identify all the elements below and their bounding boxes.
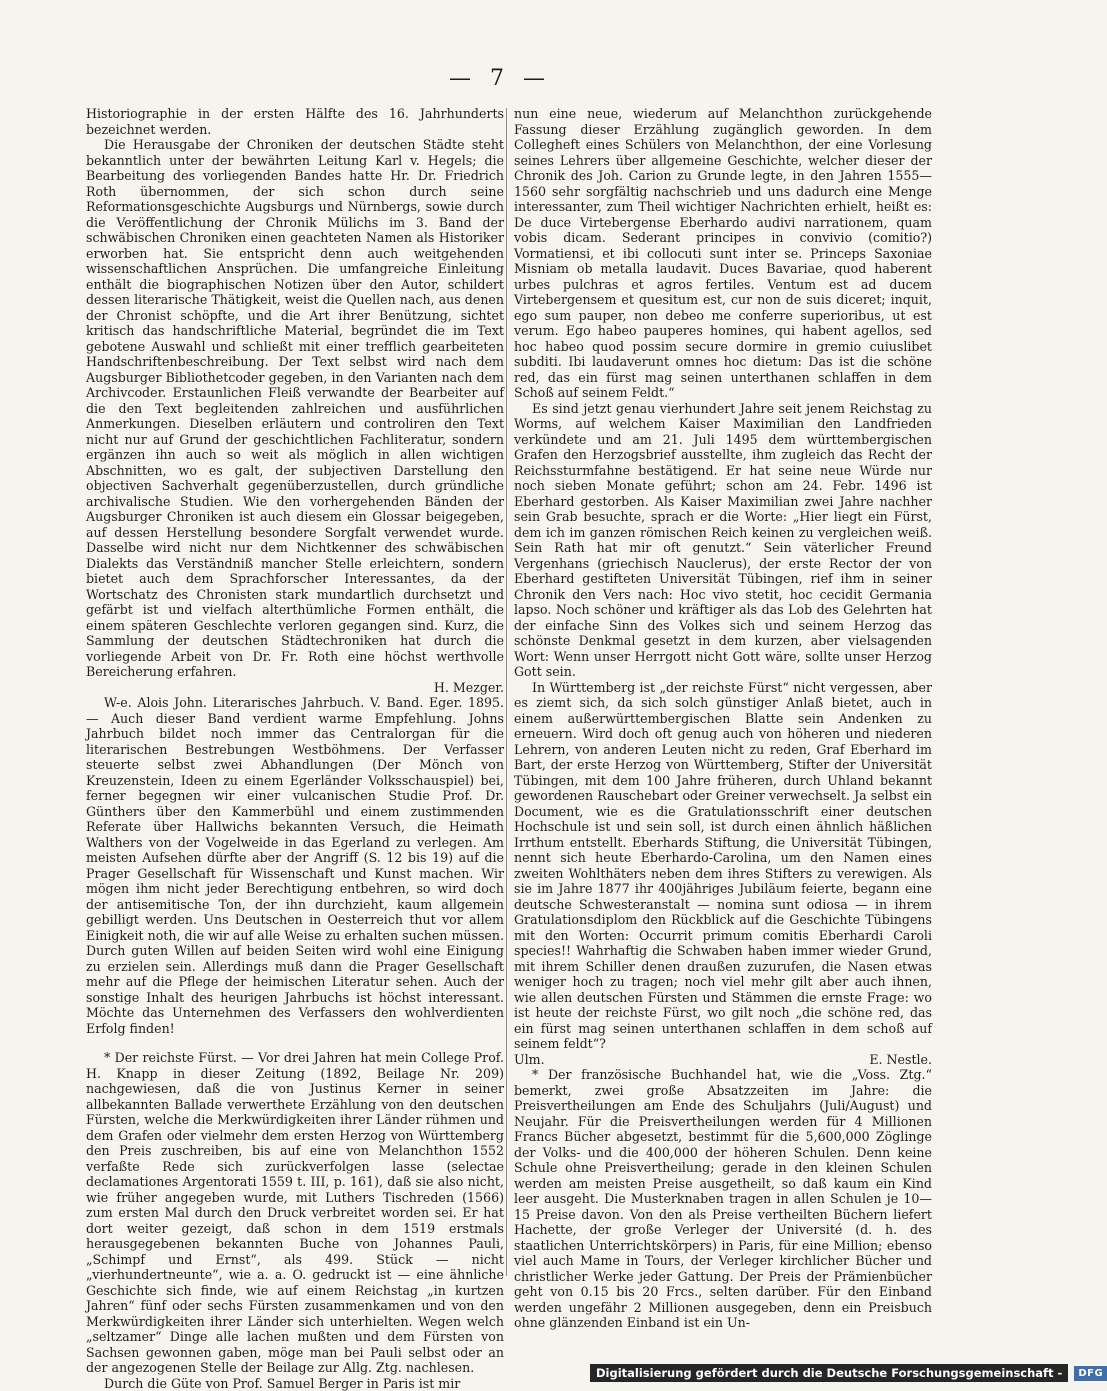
- signature: H. Mezger.: [86, 680, 504, 696]
- paragraph: Historiographie in der ersten Hälfte des 16. Jahrhunderts bezeichnet werden.: [86, 106, 504, 137]
- page-number: — 7 —: [0, 66, 1000, 91]
- column-divider: [506, 108, 507, 1276]
- place: Ulm.: [514, 1052, 545, 1068]
- signature: E. Nestle.: [869, 1052, 932, 1068]
- paragraph: W-e. Alois John. Literarisches Jahrbuch. V. Band. Eger. 1895. — Auch dieser Band verdient warme Empfehlung. Johns Jahrbuch bildet noch immer das Centralorgan für die literarischen Bestrebungen Westböhmens. Der Verfasser steuerte selbst zwei Abhandlungen (Der Mönch von Kreuzenstein, Ideen zu einem Egerländer Volksschauspiel) bei, ferner begegnen wir einer vulcanischen Studie Prof. Dr. Günthers über den Kammerbühl und einem zustimmenden Referate über Hallwichs bekannten Versuch, die Heimath Walthers von der Vogelweide in das Egerland zu verlegen. Am meisten Aufsehen dürfte aber der Angriff (S. 12 bis 19) auf die Prager Gesellschaft für Wissenschaft und Kunst machen. Wir mögen ihm nicht jeder Berechtigung entbehren, so wird doch der antisemitische Ton, der ihn durchzieht, kaum allgemein gebilligt werden. Uns Deutschen in Oesterreich thut vor allem Einigkeit noth, die wir auf alle Weise zu erhalten suchen müssen. Durch guten Willen auf beiden Seiten wird wohl eine Einigung zu erzielen sein. Allerdings muß dann die Prager Gesellschaft mehr auf die Pflege der heimischen Literatur sehen. Auch der sonstige Inhalt des heurigen Jahrbuchs ist höchst interessant. Möchte das Unternehmen des Verfassers den wohlverdienten Erfolg finden!: [86, 695, 504, 1036]
- paragraph: Es sind jetzt genau vierhundert Jahre seit jenem Reichstag zu Worms, auf welchem Kaiser Maximilian den Landfrieden verkündete und am 21. Juli 1495 dem württembergischen Grafen den Herzogsbrief ausstellte, ihm zugleich das Recht der Reichssturmfahne bestätigend. Er hat seine neue Würde nur noch sieben Monate geführt; schon am 24. Febr. 1496 ist Eberhard gestorben. Als Kaiser Maximilian zwei Jahre nachher sein Grab besuchte, sprach er die Worte: „Hier liegt ein Fürst, dem ich im ganzen römischen Reich keinen zu vergleichen weiß. Sein Rath hat mir oft genutzt.“ Sein väterlicher Freund Vergenhans (griechisch Nauclerus), der erste Rector der von Eberhard gestifteten Universität Tübingen, rief ihm in seiner Chronik den Vers nach: Hoc vivo stetit, hoc cecidit Germania lapso. Noch schöner und kräftiger als das Lob des Gelehrten hat der einfache Sinn des Volkes sich und seinem Herzog das schönste Denkmal gesetzt in dem kurzen, aber vielsagenden Wort: Wenn unser Herrgott nicht Gott wäre, sollte unser Herzog Gott sein.: [514, 401, 932, 680]
- paragraph: Die Herausgabe der Chroniken der deutschen Städte steht bekanntlich unter der bewährten Leitung Karl v. Hegels; die Bearbeitung des vorliegenden Bandes hatte Hr. Dr. Friedrich Roth übernommen, der sich schon durch seine Reformationsgeschichte Augsburgs und Nürnbergs, sowie durch die Veröffentlichung der Chronik Mülichs im 3. Band der schwäbischen Chroniken einen geachteten Namen als Historiker erworben hat. Sie entspricht denn auch weitgehenden wissenschaftlichen Ansprüchen. Die umfangreiche Einleitung enthält die biographischen Notizen über den Autor, schildert dessen literarische Thätigkeit, weist die Quellen nach, aus denen der Chronist schöpfte, und die Art ihrer Benützung, sichtet kritisch das handschriftliche Material, begründet die im Text gebotene Auswahl und schließt mit einer trefflich gearbeiteten Handschriftenbeschreibung. Der Text selbst wird nach dem Augsburger Bibliothetcoder gegeben, in den Varianten nach dem Archivcoder. Erstaunlichen Fleiß verwandte der Bearbeiter auf die den Text begleitenden zahlreichen und ausführlichen Anmerkungen. Dieselben erläutern und controliren den Text nicht nur auf Grund der geschichtlichen Fachliteratur, sondern ergänzen ihn auch so weit als möglich in allen wichtigen Abschnitten, wo es galt, der subjectiven Darstellung den objectiven Sachverhalt gegenüberzustellen, durch gründliche archivalische Studien. Wie den vorhergehenden Bänden der Augsburger Chroniken ist auch diesem ein Glossar beigegeben, auf dessen Herstellung besondere Sorgfalt verwendet wurde. Dasselbe wird nicht nur dem Nichtkenner des schwäbischen Dialekts das Verständniß mancher Stelle erleichtern, sondern bietet auch dem Sprachforscher Interessantes, da der Wortschatz des Chronisten stark mundartlich durchsetzt und gefärbt ist und vielfach alterthümliche Formen enthält, die einem späteren Geschlechte verloren gegangen sind. Kurz, die Sammlung der deutschen Städtechroniken hat durch die vorliegende Arbeit von Dr. Fr. Roth eine höchst werthvolle Bereicherung erfahren.: [86, 137, 504, 680]
- paragraph: nun eine neue, wiederum auf Melanchthon zurückgehende Fassung dieser Erzählung zugänglich geworden. In dem Collegheft eines Schülers von Melanchthon, der eine Vorlesung seines Lehrers über allgemeine Geschichte, welcher dieser der Chronik des Joh. Carion zu Grunde legte, in den Jahren 1555—1560 sehr sorgfältig nachschrieb und uns dadurch eine Menge interessanter, zum Theil wichtiger Nachrichten erhielt, heißt es: De duce Virtebergense Eberhardo audivi narrationem, quam vobis dicam. Sederant principes in convivio (comitio?) Vormatiensi, et ibi collocuti sunt inter se. Princeps Saxoniae Misniam ob metalla laudavit. Duces Bavariae, quod haberent urbes pulchras et agros fertiles. Ventum est ad ducem Virtebergensem et quesitum est, cur non de suis diceret; inquit, ego sum pauper, non debeo me conferre superioribus, ut est verum. Ego habeo pauperes homines, qui habent agellos, sed hoc habeo quod possim secure dormire in gremio cuiuslibet subditi. Ibi laudaverunt omnes hoc dietum: Das ist die schöne red, das ein fürst mag seinen unterthanen schlaffen in dem Schoß auf seinem Feldt.“: [514, 106, 932, 401]
- paragraph: * Der französische Buchhandel hat, wie die „Voss. Ztg.“ bemerkt, zwei große Absatzzeiten im Jahre: die Preisvertheilungen am Ende des Schuljahrs (Juli/August) und Neujahr. Für die Preisvertheilungen werden für 4 Millionen Francs Bücher abgesetzt, bestimmt für die 5,600,000 Zöglinge der Volks- und die 400,000 der höheren Schulen. Denn keine Schule ohne Preisvertheilung; gerade in den kleinen Schulen werden am meisten Preise ausgetheilt, so daß kaum ein Kind leer ausgeht. Die Musterknaben tragen in allen Schulen je 10—15 Preise davon. Von den als Preise vertheilten Büchern liefert Hachette, der große Verleger der Université (d. h. des staatlichen Unterrichtskörpers) in Paris, für eine Million; ebenso viel auch Mame in Tours, der Verleger kirchlicher Bücher und christlicher Werke jeder Gattung. Der Preis der Prämienbücher geht von 0.15 bis 20 Frcs., selten darüber. Für den Einband werden ungefähr 2 Millionen ausgegeben, denn ein Preisbuch ohne glänzenden Einband ist ein Un-: [514, 1067, 932, 1331]
- funding-text: Digitalisierung gefördert durch die Deutsche Forschungsgemeinschaft -: [590, 1364, 1068, 1382]
- paragraph: In Württemberg ist „der reichste Fürst“ nicht vergessen, aber es ziemt sich, da sich solch günstiger Anlaß bietet, auch in einem außerwürttembergischen Blatte sein Andenken zu erneuern. Wird doch oft genug auch von höheren und niederen Lehrern, von anderen Leuten nicht zu reden, Graf Eberhard im Bart, der erste Herzog von Württemberg, Stifter der Universität Tübingen, mit dem 100 Jahre früheren, durch Uhland bekannt gewordenen Rauschebart oder Greiner verwechselt. Ja selbst ein Document, wie es die Gratulationsschrift einer deutschen Hochschule ist und sein soll, ist durch einen ähnlich häßlichen Irrthum entstellt. Eberhards Stiftung, die Universität Tübingen, nennt sich heute Eberhardo-Carolina, um den Namen eines zweiten Wohlthäters neben dem ihres Stifters zu verewigen. Als sie im Jahre 1877 ihr 400jähriges Jubiläum feierte, begann eine deutsche Schwesteranstalt — nomina sunt odiosa — in ihrem Gratulationsdiplom den Rückblick auf die Geschichte Tübingens mit den Worten: Occurrit primum comitis Eberhardi Caroli species!! Wahrhaftig die Schwaben haben immer wieder Grund, mit ihrem Schiller denen draußen zuzurufen, die Nasen etwas weniger hoch zu tragen; noch viel mehr gilt aber auch ihnen, wie allen deutschen Fürsten und Stämmen die ernste Frage: wo ist heute der reichste Fürst, wo gilt noch „die schöne red, das ein fürst mag seinen unterthanen schlaffen in dem schoß auf seinem feldt“?: [514, 680, 932, 1052]
- dfg-logo: DFG: [1074, 1366, 1107, 1381]
- paragraph: Durch die Güte von Prof. Samuel Berger in Paris ist mir: [86, 1376, 504, 1391]
- right-column: [514, 106, 932, 1331]
- left-column: [86, 106, 504, 1391]
- funding-footer: [590, 1364, 1107, 1382]
- paragraph: * Der reichste Fürst. — Vor drei Jahren hat mein College Prof. H. Knapp in dieser Zeitung (1892, Beilage Nr. 209) nachgewiesen, daß die von Justinus Kerner in seiner allbekannten Ballade verwerthete Erzählung von den deutschen Fürsten, welche die Merkwürdigkeiten ihrer Länder rühmen und dem Grafen oder vielmehr dem ersten Herzog von Württemberg den Preis zuschreiben, bis auf eine von Melanchthon 1552 verfaßte Rede sich zurückverfolgen lasse (selectae declamationes Argentorati 1559 t. III, p. 161), daß sie also nicht, wie früher angegeben wurde, mit Luthers Tischreden (1566) zum ersten Mal durch den Druck verbreitet worden sei. Er hat dort weiter gezeigt, daß schon in dem 1519 erstmals herausgegebenen bekannten Buche von Johannes Pauli, „Schimpf und Ernst“, als 499. Stück — nicht „vierhundertneunte“, wie a. a. O. gedruckt ist — eine ähnliche Geschichte sich finde, wie auf einem Reichstag „in kurtzen Jahren“ fünf oder sechs Fürsten zusammenkamen und von den Merkwürdigkeiten ihrer Länder sich unterhielten. Wegen welch „seltzamer“ Dinge alle lachen mußten und dem Fürsten von Sachsen gewonnen gaben, möge man bei Pauli selbst oder an der angezogenen Stelle der Beilage zur Allg. Ztg. nachlesen.: [86, 1050, 504, 1376]
- signature-line: [514, 1052, 932, 1068]
